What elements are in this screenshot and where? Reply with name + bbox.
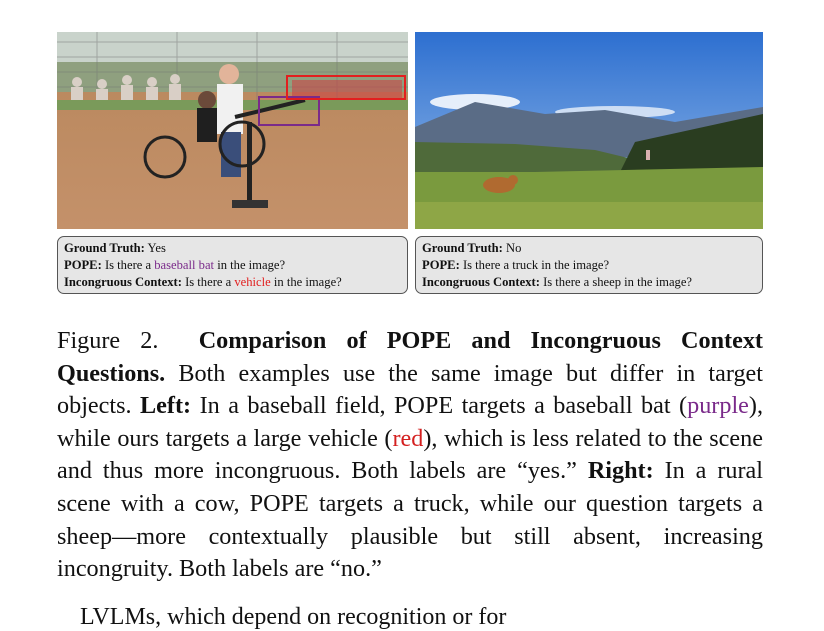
purple-word: purple	[687, 392, 749, 420]
right-question-panel	[415, 236, 763, 294]
ground-truth-label: Ground Truth:	[422, 241, 503, 255]
pope-question: Is there a truck in the image?	[462, 258, 610, 272]
incongruous-target-object: vehicle	[234, 275, 271, 289]
pope-label: POPE:	[64, 258, 102, 272]
figure-title: Comparison of POPE and Incongruous Context Questions.	[57, 327, 763, 387]
left-description-mid: ), while ours targets a large vehicle (	[57, 392, 764, 452]
left-question-panel	[57, 236, 408, 294]
figure-caption	[57, 325, 763, 586]
incongruous-label: Incongruous Context:	[64, 275, 182, 289]
baseball-field-photo	[57, 32, 408, 229]
caption-sentence: Both examples use the same image but differ in target objects.	[57, 359, 764, 420]
ground-truth-line	[422, 240, 756, 257]
ground-truth-label: Ground Truth:	[64, 241, 145, 255]
incongruous-question-pre: Is there a	[185, 275, 232, 289]
incongruous-question-line	[422, 274, 756, 291]
pope-label: POPE:	[422, 258, 460, 272]
right-description: In a rural scene with a cow, POPE targets a truck, while our question targets a sheep—more contextually plausible but still absent, increasing incongruity. Both labels are “no.”	[57, 457, 764, 583]
pope-question-post: in the image?	[217, 258, 286, 272]
red-word: red	[392, 424, 424, 452]
figure-label: Figure 2.	[57, 327, 159, 354]
pope-question-line	[64, 257, 401, 274]
left-label: Left:	[140, 392, 192, 420]
incongruous-question: Is there a sheep in the image?	[543, 275, 693, 289]
pope-question-line	[422, 257, 756, 274]
ground-truth-value: No	[506, 241, 522, 255]
rural-scene-photo	[415, 32, 763, 229]
ground-truth-line	[64, 240, 401, 257]
pope-target-object: baseball bat	[154, 258, 215, 272]
left-description-pre: In a baseball field, POPE targets a baseball bat (	[199, 392, 688, 420]
incongruous-question-post: in the image?	[273, 275, 342, 289]
right-label: Right:	[587, 457, 654, 485]
pope-question-pre: Is there a	[104, 258, 152, 272]
incongruous-question-line	[64, 274, 401, 291]
left-description-post: ), which is less related to the scene and thus more incongruous. Both labels are “yes.”	[57, 424, 763, 485]
ground-truth-value: Yes	[147, 241, 166, 255]
incongruous-label: Incongruous Context:	[422, 275, 540, 289]
body-text-fragment: LVLMs, which depend on recognition or for	[80, 604, 507, 630]
